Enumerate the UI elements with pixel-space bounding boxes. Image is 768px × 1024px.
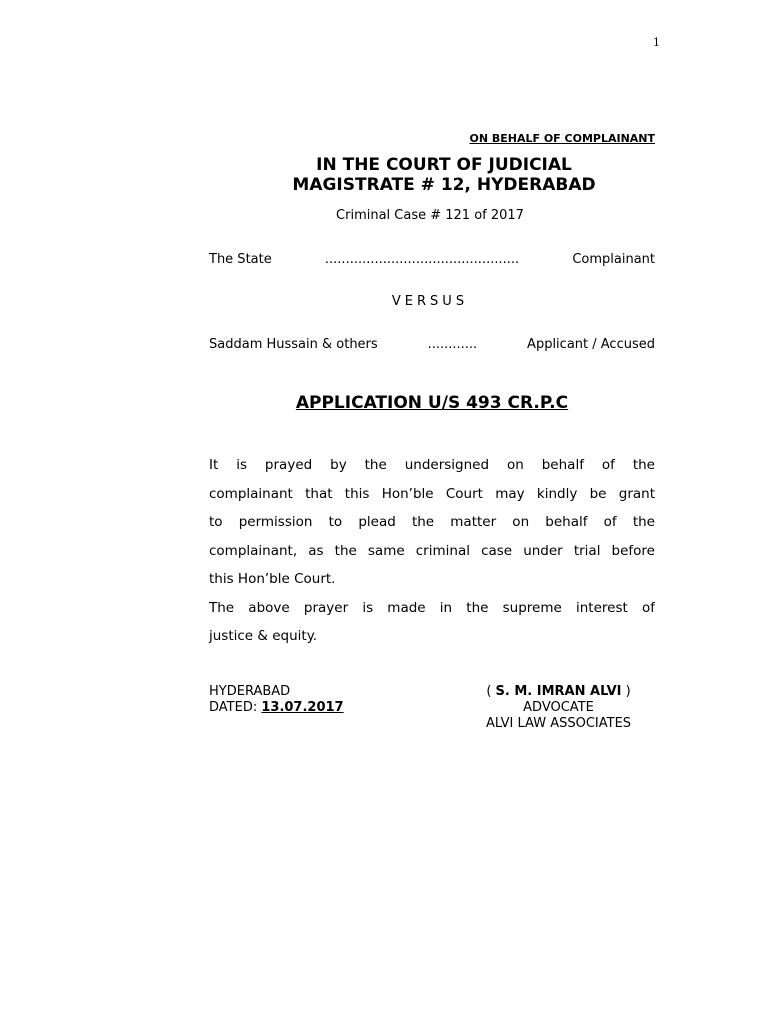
application-title: APPLICATION U/S 493 CR.P.C <box>295 393 569 413</box>
party-row-accused <box>209 337 655 352</box>
party-row-state <box>209 252 655 267</box>
court-title-line-1: IN THE COURT OF JUDICIAL <box>316 155 572 175</box>
party-role: Complainant <box>572 252 655 267</box>
signatory-title: ADVOCATE <box>523 700 594 715</box>
signatory-name: S. M. IMRAN ALVI <box>495 684 622 699</box>
signatory-line <box>430 684 687 700</box>
prayer-line: to permission to plead the matter on behalf of the <box>209 514 655 530</box>
party-role: Applicant / Accused <box>527 337 655 352</box>
paren-open: ( <box>486 684 492 699</box>
party-dots: ............................................... <box>324 252 520 267</box>
prayer-line: complainant that this Hon’ble Court may kindly be grant <box>209 485 655 502</box>
prayer-line: justice & equity. <box>209 628 318 644</box>
party-name: The State <box>209 252 272 267</box>
place-date-block <box>209 684 344 716</box>
signatory-firm: ALVI LAW ASSOCIATES <box>485 716 632 731</box>
case-number: Criminal Case # 121 of 2017 <box>336 208 524 223</box>
party-dots: ............ <box>427 337 478 352</box>
date: 13.07.2017 <box>261 700 344 715</box>
prayer-line: this Hon’ble Court. <box>209 571 336 587</box>
dated-line <box>209 700 344 716</box>
court-title <box>180 155 708 195</box>
prayer-line: It is prayed by the undersigned on behalf of the <box>209 457 655 473</box>
prayer-paragraph <box>209 451 655 651</box>
prayer-line: complainant, as the same criminal case under trial before <box>209 542 655 559</box>
court-title-line-2: MAGISTRATE # 12, HYDERABAD <box>292 175 596 195</box>
dated-label: DATED: <box>209 700 258 715</box>
prayer-line: The above prayer is made in the supreme interest of <box>209 599 655 616</box>
paren-close: ) <box>625 684 631 699</box>
versus-label: VERSUS <box>391 294 469 309</box>
party-name: Saddam Hussain & others <box>209 337 378 352</box>
header-note: ON BEHALF OF COMPLAINANT <box>469 132 655 145</box>
signature-block <box>430 684 687 732</box>
page-number: 1 <box>653 36 660 49</box>
place: HYDERABAD <box>209 684 291 699</box>
